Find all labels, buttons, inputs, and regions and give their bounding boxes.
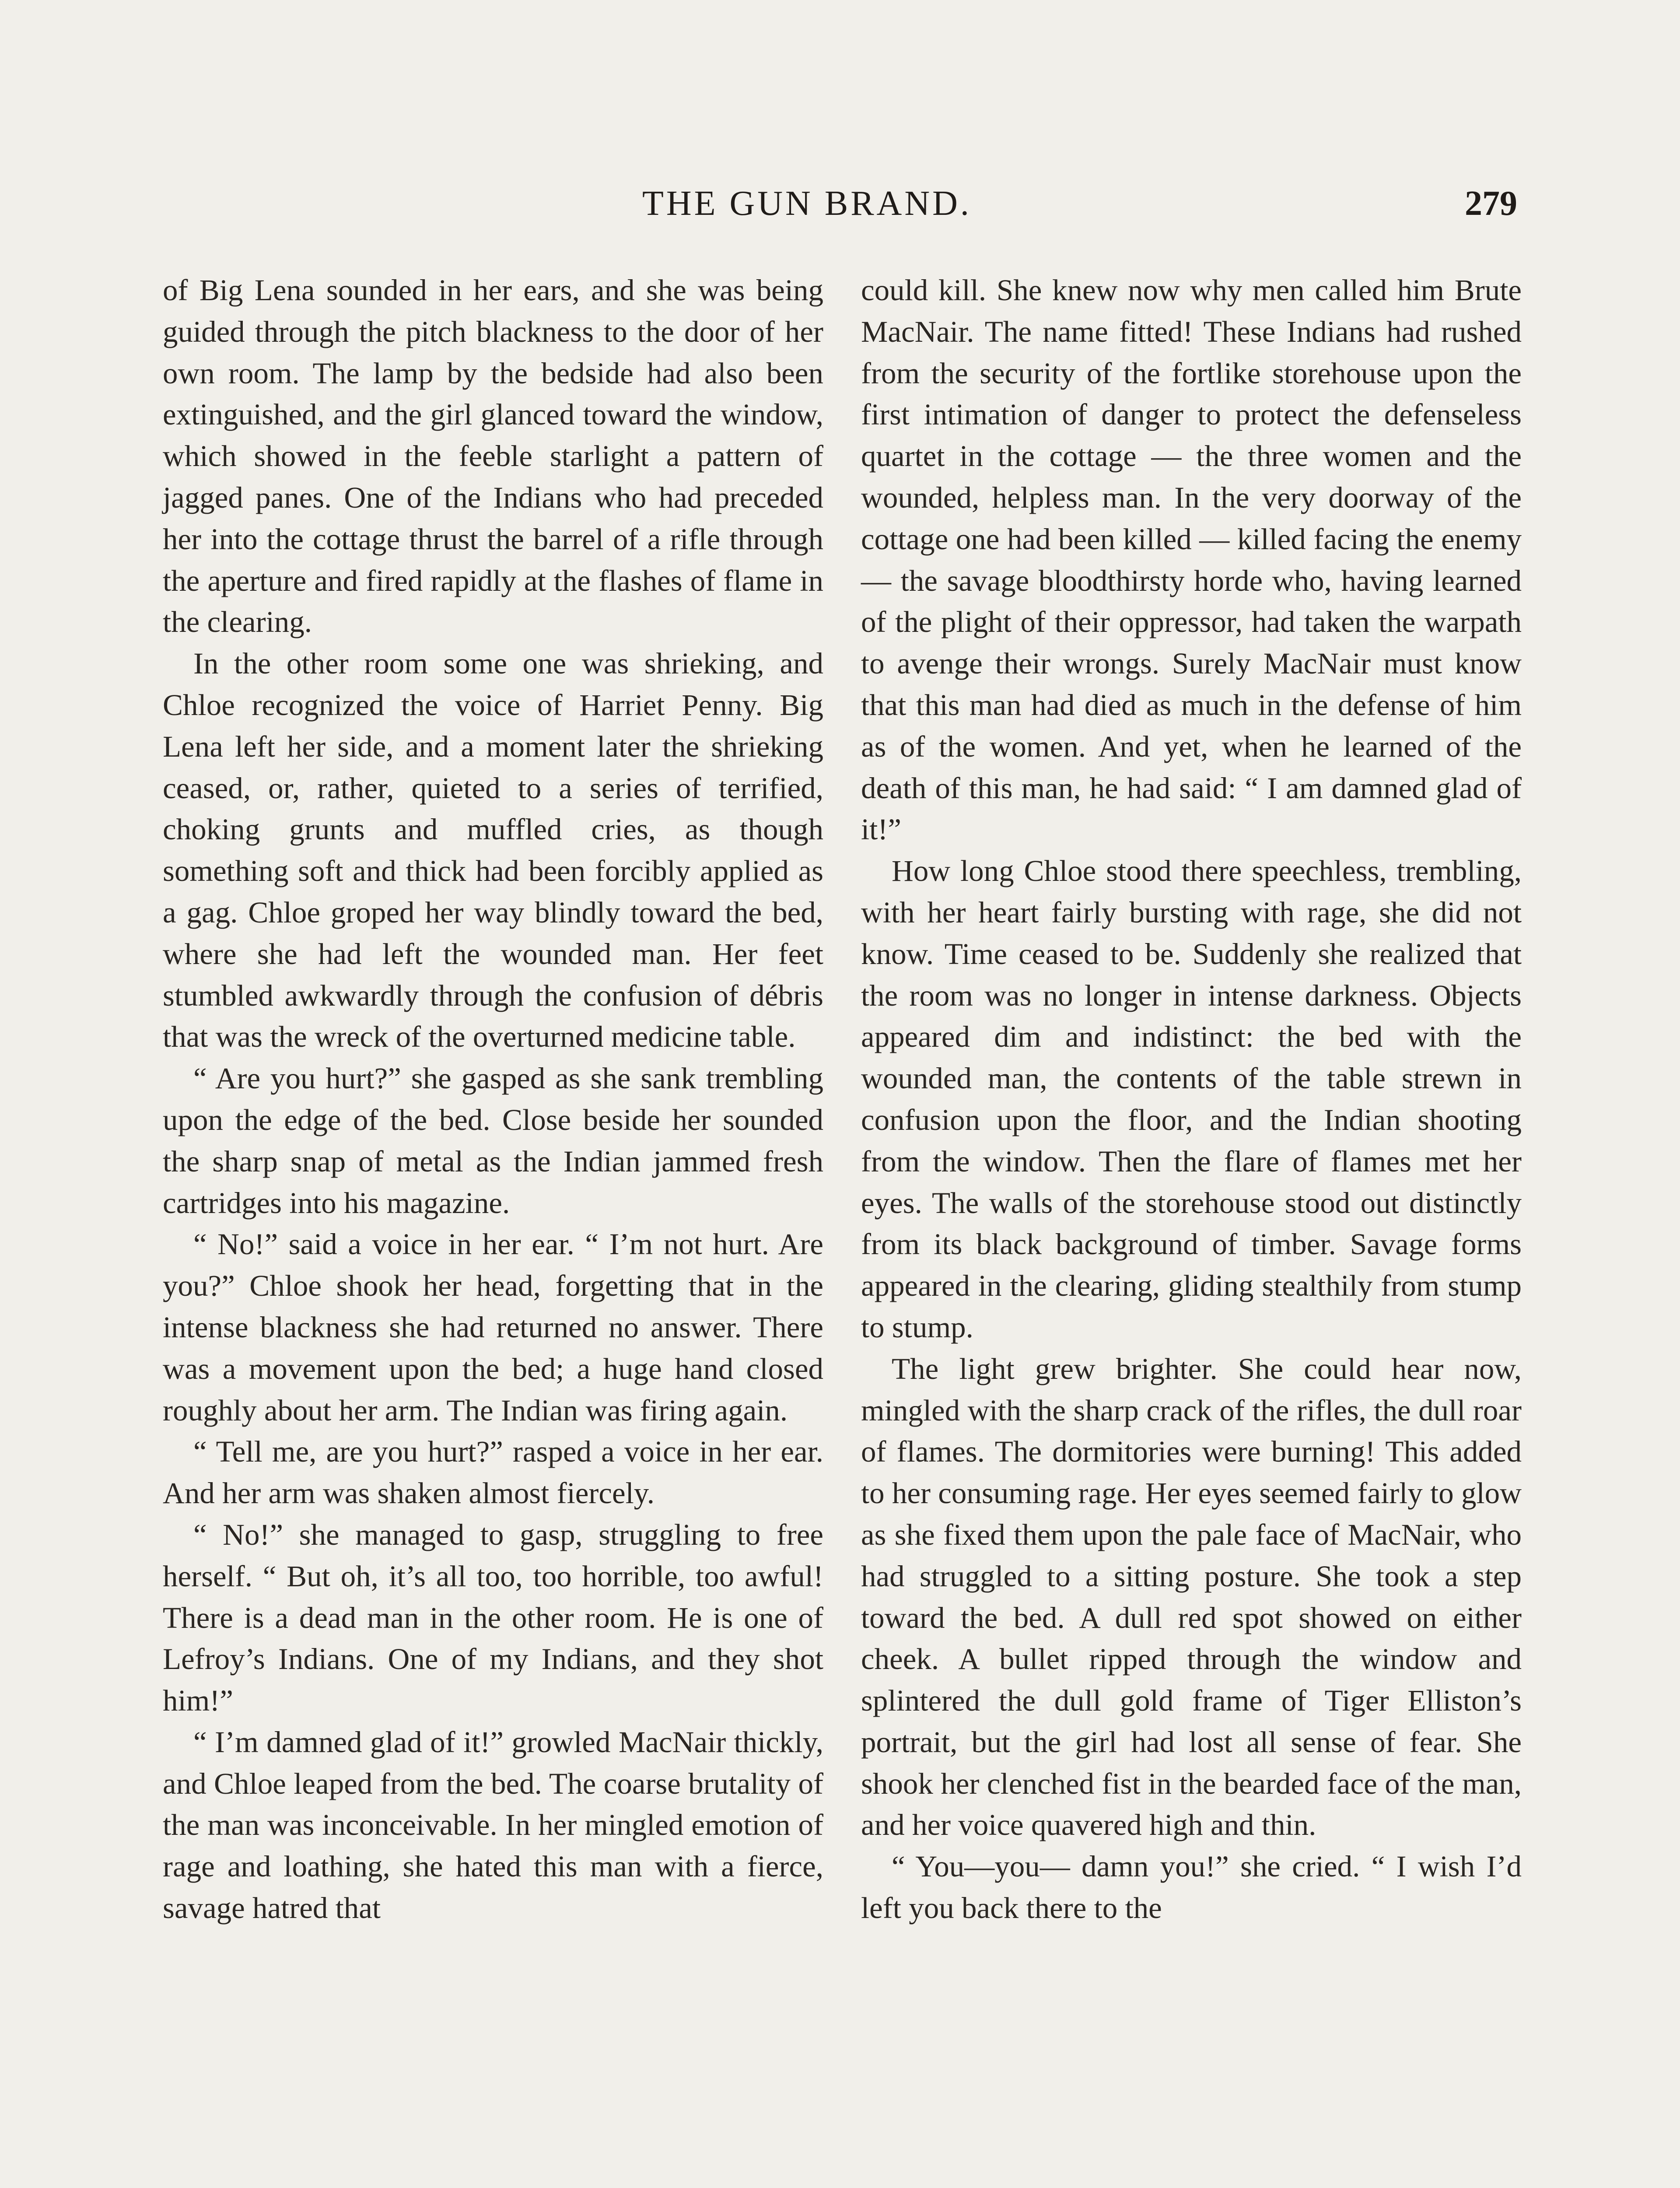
right-text-column xyxy=(861,270,1522,1929)
paragraph: “ You—you— damn you!” she cried. “ I wish I’d left you back there to the xyxy=(861,1850,1522,1925)
paragraph: “ No!” she managed to gasp, struggling to free herself. “ But oh, it’s all too, too horrible, too awful! There is a dead man in the other room. He is one of Lefroy’s Indians. One of my Indians, and they shot him!” xyxy=(163,1518,823,1718)
paragraph: In the other room some one was shrieking, and Chloe recognized the voice of Harriet Penny. Big Lena left her side, and a moment later the shrieking ceased, or, rather, quieted to a series of terrified, choking grunts and muffled cries, as though something soft and thick had been forcibly applied as a gag. Chloe groped her way blindly toward the bed, where she had left the wounded man. Her feet stumbled awkwardly through the confusion of débris that was the wreck of the overturned medicine table. xyxy=(163,647,823,1054)
paragraph: “ I’m damned glad of it!” growled MacNair thickly, and Chloe leaped from the bed. The coarse brutality of the man was inconceivable. In her mingled emotion of rage and loathing, she hated this man with a fierce, savage hatred that xyxy=(163,1725,823,1925)
left-text-column xyxy=(163,270,823,1929)
paragraph: could kill. She knew now why men called him Brute MacNair. The name fitted! These Indians had rushed from the security of the fortlike storehouse upon the first intimation of danger to protect the defenseless quartet in the cottage — the three women and the wounded, helpless man. In the very doorway of the cottage one had been killed — killed facing the enemy — the savage bloodthirsty horde who, having learned of the plight of their oppressor, had taken the warpath to avenge their wrongs. Surely MacNair must know that this man had died as much in the defense of him as of the women. And yet, when he learned of the death of this man, he had said: “ I am damned glad of it!” xyxy=(861,274,1522,846)
page-number: 279 xyxy=(1465,184,1517,223)
paragraph: How long Chloe stood there speechless, trembling, with her heart fairly bursting with rage, she did not know. Time ceased to be. Suddenly she realized that the room was no longer in intense darkness. Objects appeared dim and indistinct: the bed with the wounded man, the contents of the table strewn in confusion upon the floor, and the Indian shooting from the window. Then the flare of flames met her eyes. The walls of the storehouse stood out distinctly from its black background of timber. Savage forms appeared in the clearing, gliding stealthily from stump to stump. xyxy=(861,854,1522,1344)
paragraph: “ No!” said a voice in her ear. “ I’m not hurt. Are you?” Chloe shook her head, forgetting that in the intense blackness she had returned no answer. There was a movement upon the bed; a huge hand closed roughly about her arm. The Indian was firing again. xyxy=(163,1227,823,1427)
paragraph: “ Tell me, are you hurt?” rasped a voice in her ear. And her arm was shaken almost fiercely. xyxy=(163,1435,823,1510)
paragraph: of Big Lena sounded in her ears, and she was being guided through the pitch blackness to the door of her own room. The lamp by the bedside had also been extinguished, and the girl glanced toward the window, which showed in the feeble starlight a pattern of jagged panes. One of the Indians who had preceded her into the cottage thrust the barrel of a rifle through the aperture and fired rapidly at the flashes of flame in the clearing. xyxy=(163,274,823,639)
paragraph: The light grew brighter. She could hear now, mingled with the sharp crack of the rifles, the dull roar of flames. The dormitories were burning! This added to her consuming rage. Her eyes seemed fairly to glow as she fixed them upon the pale face of MacNair, who had struggled to a sitting posture. She took a step toward the bed. A dull red spot showed on either cheek. A bullet ripped through the window and splintered the dull gold frame of Tiger Elliston’s portrait, but the girl had lost all sense of fear. She shook her clenched fist in the bearded face of the man, and her voice quavered high and thin. xyxy=(861,1352,1522,1842)
running-title: THE GUN BRAND. xyxy=(642,184,972,223)
paragraph: “ Are you hurt?” she gasped as she sank trembling upon the edge of the bed. Close beside her sounded the sharp snap of metal as the Indian jammed fresh cartridges into his magazine. xyxy=(163,1062,823,1220)
